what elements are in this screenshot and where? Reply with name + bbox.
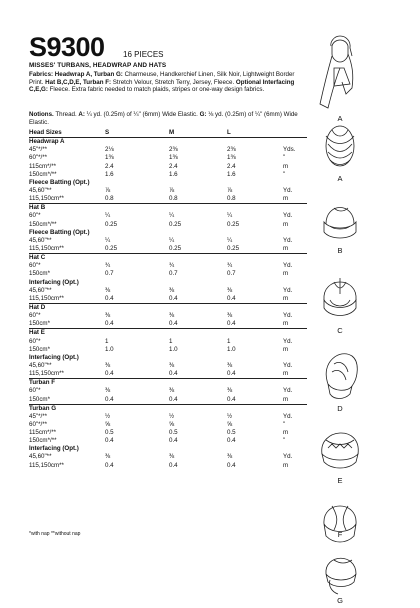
notions-view-a: A:: [78, 111, 85, 118]
size-cell: 0.4: [105, 320, 114, 328]
unit-cell: ": [283, 420, 286, 428]
size-cell: ⅜: [169, 286, 175, 294]
unit-cell: Yd.: [283, 212, 293, 220]
hat-icon: [304, 264, 376, 330]
size-cell: ⅞: [105, 186, 111, 194]
unit-cell: m: [283, 345, 289, 353]
view-a-front: [304, 34, 376, 123]
row-label: Interfacing (Opt.): [29, 353, 79, 361]
table-section-row: [29, 354, 307, 362]
row-label: 115cm*/**: [29, 162, 57, 170]
size-cell: 0.25: [169, 244, 182, 252]
row-label: 150cm*/**: [29, 220, 57, 228]
size-cell: 0.4: [105, 294, 114, 302]
row-label: Interfacing (Opt.): [29, 278, 79, 286]
nap-footnote: *with nap **without nap: [29, 531, 81, 537]
size-cell: 0.25: [227, 220, 240, 228]
size-cell: 0.4: [227, 395, 236, 403]
size-cell: 1.0: [169, 345, 178, 353]
table-section-row: [29, 328, 307, 337]
size-cell: 0.4: [169, 437, 178, 445]
table-section-row: [29, 279, 307, 287]
yardage-table: [29, 129, 307, 470]
unit-cell: m: [283, 162, 289, 170]
fabrics-description: [29, 71, 307, 94]
size-cell: 0.25: [169, 220, 182, 228]
unit-cell: m: [283, 370, 289, 378]
size-cell: 0.4: [105, 437, 114, 445]
table-row: [29, 146, 307, 154]
size-cell: 0.7: [105, 270, 114, 278]
size-cell: 0.5: [227, 429, 236, 437]
view-label: C: [337, 326, 343, 335]
size-cell: 1: [169, 337, 173, 345]
view-a-back: [304, 122, 376, 183]
size-cell: 0.4: [169, 320, 178, 328]
view-d: [304, 342, 376, 413]
size-cell: 0.4: [227, 437, 236, 445]
fabrics-list-a-g: Charmeuse, Handkerchief Linen, Silk Noir, Lightweight Border Print.: [29, 71, 295, 86]
table-section-row: [29, 203, 307, 212]
table-section-row: [29, 378, 307, 387]
size-cell: 1: [105, 337, 109, 345]
size-cell: ⅜: [169, 387, 175, 395]
size-cell: ⅜: [169, 361, 175, 369]
size-cell: 2⅜: [169, 146, 178, 154]
size-cell: 1.0: [105, 345, 114, 353]
size-cell: ⅜: [105, 286, 111, 294]
size-cell: ½: [227, 412, 233, 420]
unit-cell: ": [283, 170, 286, 178]
row-label: Headwrap A: [29, 138, 65, 146]
table-row: [29, 437, 307, 445]
table-section-row: [29, 138, 307, 146]
size-cell: 0.4: [169, 370, 178, 378]
view-e: [304, 418, 376, 485]
size-cell: ¾: [227, 262, 233, 270]
row-label: Turban G: [29, 404, 57, 412]
table-section-row: [29, 303, 307, 312]
table-row: [29, 413, 307, 421]
row-label: 60"*: [29, 212, 41, 220]
table-row: [29, 312, 307, 320]
row-label: 115,150cm**: [29, 244, 64, 252]
size-cell: 0.8: [227, 195, 236, 203]
table-row: [29, 396, 307, 404]
unit-cell: Yd.: [283, 412, 293, 420]
row-label: Hat E: [29, 329, 45, 337]
table-row: [29, 171, 307, 179]
row-label: 150cm*: [29, 320, 50, 328]
table-section-row: [29, 253, 307, 262]
size-cell: 0.7: [227, 270, 236, 278]
row-label: 60"*: [29, 262, 41, 270]
table-row: [29, 362, 307, 370]
table-section-row: [29, 229, 307, 237]
fabrics-views-b-f: Hat B,C,D,E, Turban F:: [45, 78, 112, 86]
view-c: [304, 264, 376, 335]
size-cell: ½: [169, 412, 175, 420]
row-label: Interfacing (Opt.): [29, 445, 79, 453]
size-cell: ½: [105, 412, 111, 420]
size-cell: ⅝: [169, 420, 175, 428]
row-label: 115,150cm**: [29, 370, 64, 378]
row-label: 150cm*/**: [29, 170, 57, 178]
table-row: [29, 370, 307, 378]
header: [29, 34, 164, 61]
table-row: [29, 195, 307, 203]
row-label: 150cm*: [29, 270, 50, 278]
row-label: 115,150cm**: [29, 195, 64, 203]
unit-cell: Yd.: [283, 286, 293, 294]
table-row: [29, 154, 307, 162]
pattern-number: S9300: [29, 32, 105, 62]
hat-icon: [304, 194, 376, 252]
size-cell: ⅜: [227, 286, 233, 294]
unit-cell: Yd.: [283, 337, 293, 345]
view-label: B: [337, 246, 343, 255]
headwrap-back-icon: [304, 122, 376, 180]
size-cell: 0.4: [227, 370, 236, 378]
view-g: [304, 544, 376, 608]
row-label: 60"*: [29, 337, 41, 345]
size-cell: 1.6: [227, 170, 236, 178]
unit-cell: m: [283, 294, 289, 302]
size-cell: ⅞: [169, 186, 175, 194]
unit-cell: Yds.: [283, 146, 296, 154]
size-cell: 1: [227, 337, 231, 345]
size-cell: 1.6: [169, 170, 178, 178]
row-label: Head Sizes: [29, 129, 62, 136]
size-cell: ⅜: [227, 453, 233, 461]
unit-cell: m: [283, 244, 289, 252]
notions-description: [29, 111, 307, 126]
size-cell: 2⅛: [105, 146, 114, 154]
view-label: D: [337, 404, 343, 413]
notions-elastic-a: ¼ yd. (0.25m) of ¼" (6mm) Wide Elastic.: [84, 111, 200, 118]
piece-count: 16 PIECES: [123, 50, 164, 59]
size-cell: 2⅜: [227, 146, 236, 154]
unit-cell: m: [283, 270, 289, 278]
row-label: Hat C: [29, 254, 46, 262]
size-cell: 0.4: [227, 294, 236, 302]
row-label: 45,60"**: [29, 286, 52, 294]
size-cell: ⅜: [105, 453, 111, 461]
row-label: Fleece Batting (Opt.): [29, 178, 90, 186]
size-cell: 2.4: [105, 162, 114, 170]
size-cell: ⅜: [169, 453, 175, 461]
size-cell: ¼: [169, 212, 175, 220]
row-label: 115,150cm**: [29, 461, 64, 469]
size-cell: 0.8: [105, 195, 114, 203]
notions-lead: Notions.: [29, 111, 54, 118]
unit-cell: Yd.: [283, 453, 293, 461]
size-cell: ⅜: [169, 312, 175, 320]
headwrap-icon: [304, 34, 376, 114]
notions-view-g: G:: [199, 111, 207, 118]
table-row: [29, 187, 307, 195]
unit-cell: m: [283, 429, 289, 437]
table-row: [29, 338, 307, 346]
size-cell: 0.25: [227, 244, 240, 252]
unit-cell: ": [283, 437, 286, 445]
row-label: Turban F: [29, 379, 56, 387]
table-row: [29, 262, 307, 270]
unit-cell: m: [283, 461, 289, 469]
size-cell: ¼: [169, 236, 175, 244]
size-cell: 0.4: [105, 395, 114, 403]
table-row: [29, 295, 307, 303]
size-cell: S: [105, 129, 110, 136]
size-cell: 1⅜: [227, 154, 236, 162]
table-row: [29, 453, 307, 461]
row-label: 60"*/**: [29, 154, 48, 162]
size-cell: 0.7: [169, 270, 178, 278]
size-cell: ⅝: [227, 420, 233, 428]
table-row: [29, 387, 307, 395]
unit-cell: Yd.: [283, 312, 293, 320]
size-cell: 0.4: [227, 461, 236, 469]
row-label: 45,60"**: [29, 361, 52, 369]
unit-cell: Yd.: [283, 186, 293, 194]
size-cell: ¼: [227, 236, 233, 244]
fabrics-list-b-f: Stretch Velour, Stretch Terry, Jersey, Fleece.: [111, 78, 236, 86]
size-cell: 0.4: [227, 320, 236, 328]
pattern-title: MISSES' TURBANS, HEADWRAP AND HATS: [29, 62, 167, 69]
row-label: 115,150cm**: [29, 294, 64, 302]
fabrics-interfacing-views: Optional Interfacing C,E,G:: [29, 78, 295, 94]
size-cell: 1⅜: [105, 154, 114, 162]
view-illustrations: [304, 34, 376, 605]
view-b: [304, 194, 376, 255]
size-cell: 1⅜: [169, 154, 178, 162]
unit-cell: m: [283, 195, 289, 203]
table-row: [29, 163, 307, 171]
table-row: [29, 245, 307, 253]
size-cell: 0.4: [105, 370, 114, 378]
size-cell: 0.25: [105, 244, 118, 252]
view-label: A: [337, 174, 343, 183]
size-cell: 0.8: [169, 195, 178, 203]
size-cell: ¼: [105, 236, 111, 244]
notions-thread: Thread.: [53, 111, 79, 118]
unit-cell: Yd.: [283, 387, 293, 395]
size-cell: 0.4: [169, 395, 178, 403]
size-cell: ⅝: [105, 420, 111, 428]
size-cell: ⅜: [105, 387, 111, 395]
table-section-row: [29, 445, 307, 453]
size-cell: 0.4: [169, 461, 178, 469]
row-label: 45,60"**: [29, 186, 52, 194]
row-label: Hat D: [29, 303, 46, 311]
row-label: 60"*/**: [29, 420, 48, 428]
table-row: [29, 212, 307, 220]
size-cell: L: [227, 129, 231, 136]
row-label: 115cm*/**: [29, 429, 57, 437]
size-cell: ⅜: [227, 387, 233, 395]
unit-cell: m: [283, 320, 289, 328]
row-label: 45"*/**: [29, 412, 48, 420]
size-cell: 2.4: [227, 162, 236, 170]
size-cell: M: [169, 129, 175, 136]
size-cell: ¾: [105, 262, 111, 270]
view-label: G: [337, 596, 343, 605]
table-section-row: [29, 179, 307, 187]
size-cell: 1.6: [105, 170, 114, 178]
view-label: A: [337, 114, 343, 123]
table-row: [29, 421, 307, 429]
hat-icon: [304, 418, 376, 480]
size-cell: 0.25: [105, 220, 118, 228]
row-label: 60"*: [29, 387, 41, 395]
view-label: E: [337, 476, 343, 485]
fabrics-lead: Fabrics:: [29, 71, 54, 78]
row-label: 45,60"**: [29, 236, 52, 244]
row-label: 45"*/**: [29, 146, 48, 154]
size-cell: ¾: [169, 262, 175, 270]
size-cell: 0.4: [169, 294, 178, 302]
fabrics-views-a-g: Headwrap A, Turban G:: [53, 71, 123, 78]
unit-cell: Yd.: [283, 236, 293, 244]
row-label: Fleece Batting (Opt.): [29, 228, 90, 236]
size-cell: 0.5: [105, 429, 114, 437]
table-row: [29, 287, 307, 295]
size-cell: ¼: [105, 212, 111, 220]
size-cell: 1.0: [227, 345, 236, 353]
row-label: 45,60"**: [29, 453, 52, 461]
table-row: [29, 462, 307, 470]
unit-cell: ": [283, 154, 286, 162]
unit-cell: Yd.: [283, 262, 293, 270]
size-cell: ¼: [227, 212, 233, 220]
table-row: [29, 346, 307, 354]
size-cell: ⅜: [105, 312, 111, 320]
row-label: 60"*: [29, 312, 41, 320]
size-cell: ⅞: [227, 186, 233, 194]
size-cell: ⅜: [227, 312, 233, 320]
unit-cell: m: [283, 395, 289, 403]
size-cell: 0.5: [169, 429, 178, 437]
unit-cell: m: [283, 220, 289, 228]
fabrics-interfacing-text: Fleece. Extra fabric needed to match plaids, stripes or one-way design fabrics.: [47, 86, 265, 94]
row-label: 150cm*: [29, 345, 50, 353]
row-label: Hat B: [29, 204, 46, 212]
table-row: [29, 429, 307, 437]
row-label: 150cm*/**: [29, 437, 57, 445]
row-label: 150cm*: [29, 395, 50, 403]
unit-cell: Yd.: [283, 361, 293, 369]
table-row: [29, 270, 307, 278]
table-row: [29, 237, 307, 245]
view-label: F: [337, 530, 343, 539]
size-cell: 0.4: [105, 461, 114, 469]
size-cell: ⅜: [227, 361, 233, 369]
hat-icon: [304, 342, 376, 408]
size-cell: ⅜: [105, 361, 111, 369]
table-section-row: [29, 404, 307, 413]
notions-elastic-g: ⅛ yd. (0.25m) of ¼" (6mm) Wide Elastic.: [29, 111, 298, 126]
table-header-row: [29, 129, 307, 138]
table-row: [29, 221, 307, 229]
table-row: [29, 320, 307, 328]
size-cell: 2.4: [169, 162, 178, 170]
